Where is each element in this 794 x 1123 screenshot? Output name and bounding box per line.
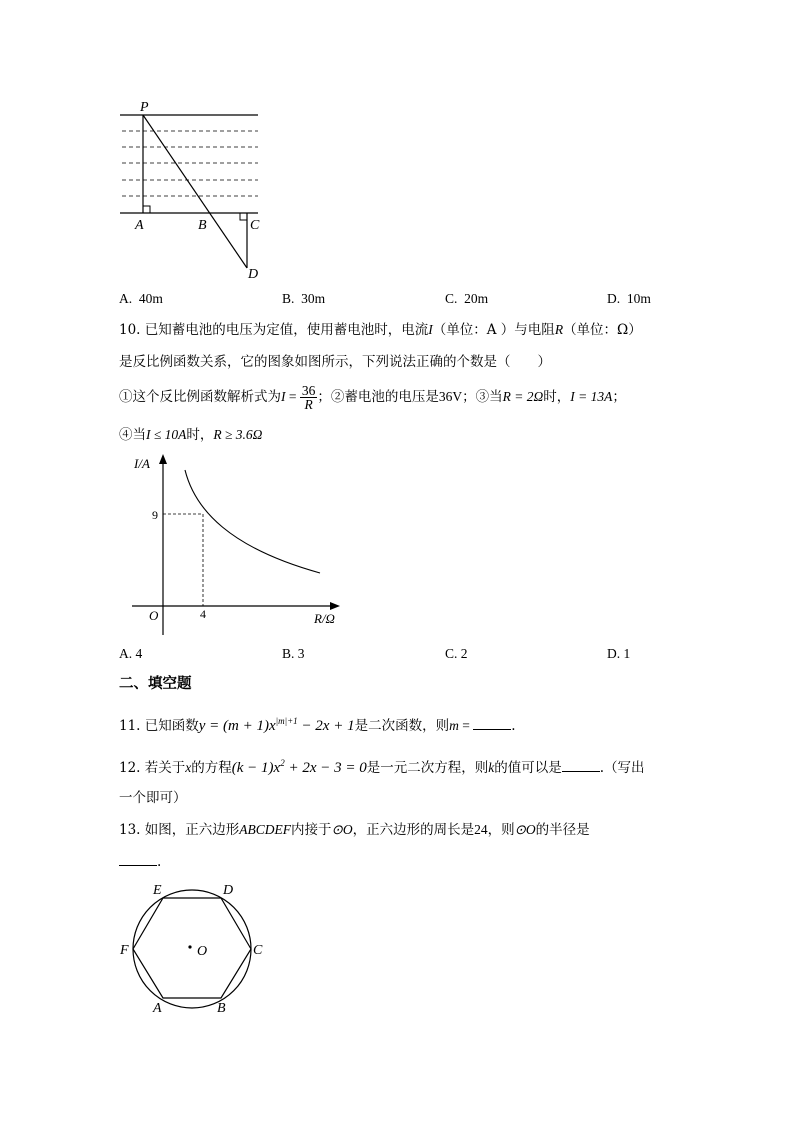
q11 — [119, 710, 516, 737]
option-text: 20m — [464, 291, 489, 306]
q10-text: （单位：Ω） — [563, 322, 642, 338]
answer-blank[interactable] — [473, 717, 511, 730]
q12-text: 的方程 — [191, 760, 232, 776]
equation-part: (k − 1)x — [231, 760, 281, 776]
q9-diagram — [110, 96, 280, 282]
hexagon-shape — [133, 898, 251, 998]
q13-text: 13. 如图，正六边形 — [119, 822, 240, 838]
q10-option-d[interactable] — [607, 645, 630, 663]
q10-statement-4 — [119, 426, 262, 444]
option-letter: D. — [607, 646, 621, 661]
var-r: R — [554, 322, 564, 337]
circle-o: ⊙O — [331, 822, 353, 837]
var-i: I — [428, 322, 433, 337]
q12-line2: 一个即可） — [119, 790, 187, 806]
answer-blank[interactable] — [119, 853, 157, 866]
hexagon-name: ABCDEF — [239, 822, 292, 837]
answer-blank[interactable] — [562, 759, 600, 772]
q10-statements-1-3 — [119, 381, 626, 413]
q9-option-b[interactable] — [282, 290, 325, 308]
hyperbola-curve — [185, 470, 320, 573]
equation-part: + 2x − 3 = 0 — [284, 760, 367, 776]
label-e: E — [153, 883, 162, 898]
q13-text: ，正六边形的周长是 — [352, 822, 475, 838]
option-letter: D. — [607, 291, 621, 306]
y-axis-arrow — [159, 454, 167, 464]
q12-text: .（写出 — [599, 760, 645, 776]
q13-end: . — [157, 854, 162, 870]
numerator: 36 — [301, 383, 316, 398]
label-b: B — [217, 1001, 226, 1016]
condition: R = 2Ω — [502, 389, 544, 404]
equation-exponent: 2 — [280, 758, 285, 768]
q10-option-b[interactable] — [282, 645, 305, 663]
q9-option-c[interactable] — [445, 290, 488, 308]
perimeter-value: 24 — [474, 822, 488, 837]
circle-o-shape — [133, 890, 251, 1008]
statement-4: ④当 — [119, 427, 146, 443]
denominator: R — [304, 397, 313, 412]
q13-line2 — [119, 853, 161, 871]
tick-y-9: 9 — [152, 508, 158, 522]
q10-option-a[interactable] — [119, 645, 142, 663]
q11-text: 是二次函数，则 — [354, 718, 450, 734]
q12-text: 12. 若关于 — [119, 760, 186, 776]
option-text: 30m — [301, 291, 326, 306]
right-angle-c — [240, 213, 247, 220]
label-o: O — [197, 944, 208, 959]
q11-end: . — [511, 718, 516, 734]
label-f: F — [120, 943, 129, 958]
q9-option-a[interactable] — [119, 290, 163, 308]
river-dashes — [122, 131, 258, 196]
function-rest: − 2x + 1 — [297, 718, 355, 734]
var-x: x — [185, 760, 192, 775]
label-p: P — [140, 100, 149, 115]
tick-x-4: 4 — [200, 607, 206, 621]
q10-text: （单位：A ）与电阻 — [432, 322, 555, 338]
q12-line1 — [119, 752, 645, 779]
option-text: 1 — [623, 646, 631, 661]
option-letter: A. — [119, 646, 133, 661]
option-text: 2 — [460, 646, 468, 661]
q12-text: 是一元二次方程，则 — [366, 760, 489, 776]
label-d: D — [223, 883, 234, 898]
option-text: 10m — [626, 291, 651, 306]
result: R ≥ 3.6Ω — [213, 427, 263, 442]
var-m: m — [449, 718, 459, 733]
function-exponent: |m|+1 — [275, 716, 298, 726]
fraction-36-over-r — [300, 384, 318, 411]
option-text: 3 — [297, 646, 305, 661]
q10-line1 — [119, 321, 642, 339]
y-axis-label: I/A — [134, 456, 150, 471]
q11-text: 11. 已知函数 — [119, 718, 199, 734]
circle-o: ⊙O — [514, 822, 536, 837]
option-text: 40m — [138, 291, 163, 306]
option-letter: B. — [282, 646, 295, 661]
q12-text: 的值可以是 — [494, 760, 562, 776]
segment-pd — [143, 115, 247, 268]
section-title: 二、填空题 — [119, 675, 192, 692]
condition: I ≤ 10A — [146, 427, 187, 442]
label-c: C — [250, 218, 260, 233]
option-letter: C. — [445, 291, 458, 306]
var-i: I — [281, 389, 286, 404]
option-letter: A. — [119, 291, 133, 306]
x-axis-arrow — [330, 602, 340, 610]
equals: = — [458, 718, 474, 733]
equals: = — [285, 389, 300, 404]
label-a: A — [135, 218, 144, 233]
result: I = 13A — [570, 389, 613, 404]
option-letter: B. — [282, 291, 295, 306]
statement-2: ；②蓄电池的电压是 — [317, 389, 439, 405]
q10-text: 10. 已知蓄电池的电压为定值，使用蓄电池时，电流 — [119, 322, 429, 338]
q13-text: 内接于 — [291, 822, 332, 838]
voltage-value: 36V — [438, 389, 463, 404]
statement-3-mid: 时， — [543, 389, 571, 405]
origin-label: O — [149, 608, 159, 623]
option-letter: C. — [445, 646, 458, 661]
statement-1: ①这个反比例函数解析式为 — [119, 389, 281, 405]
q12-equation — [232, 760, 367, 776]
center-dot — [188, 945, 191, 948]
label-b: B — [198, 218, 207, 233]
q10-text: 是反比例函数关系，它的图象如图所示，下列说法正确的个数是（ ） — [119, 354, 551, 370]
q10-option-c[interactable] — [445, 645, 468, 663]
function-base: y = (m + 1)x — [198, 718, 276, 734]
var-k: k — [488, 760, 495, 775]
x-axis-label: R/Ω — [314, 611, 335, 626]
q13-text: 的半径是 — [535, 822, 590, 838]
q13-diagram — [115, 880, 275, 1020]
q9-option-d[interactable] — [607, 290, 651, 308]
label-c: C — [253, 943, 263, 958]
label-d: D — [248, 267, 259, 282]
q13-text: ，则 — [487, 822, 515, 838]
statement-3: ；③当 — [462, 389, 503, 405]
right-angle-a — [143, 206, 150, 213]
q13-line1 — [119, 821, 590, 839]
q10-line2 — [119, 353, 551, 371]
label-a: A — [153, 1001, 162, 1016]
q11-function — [199, 718, 355, 734]
q10-graph — [120, 450, 350, 640]
statement-4-mid: 时， — [186, 427, 214, 443]
option-text: 4 — [135, 646, 143, 661]
statement-3-end: ； — [612, 389, 626, 405]
